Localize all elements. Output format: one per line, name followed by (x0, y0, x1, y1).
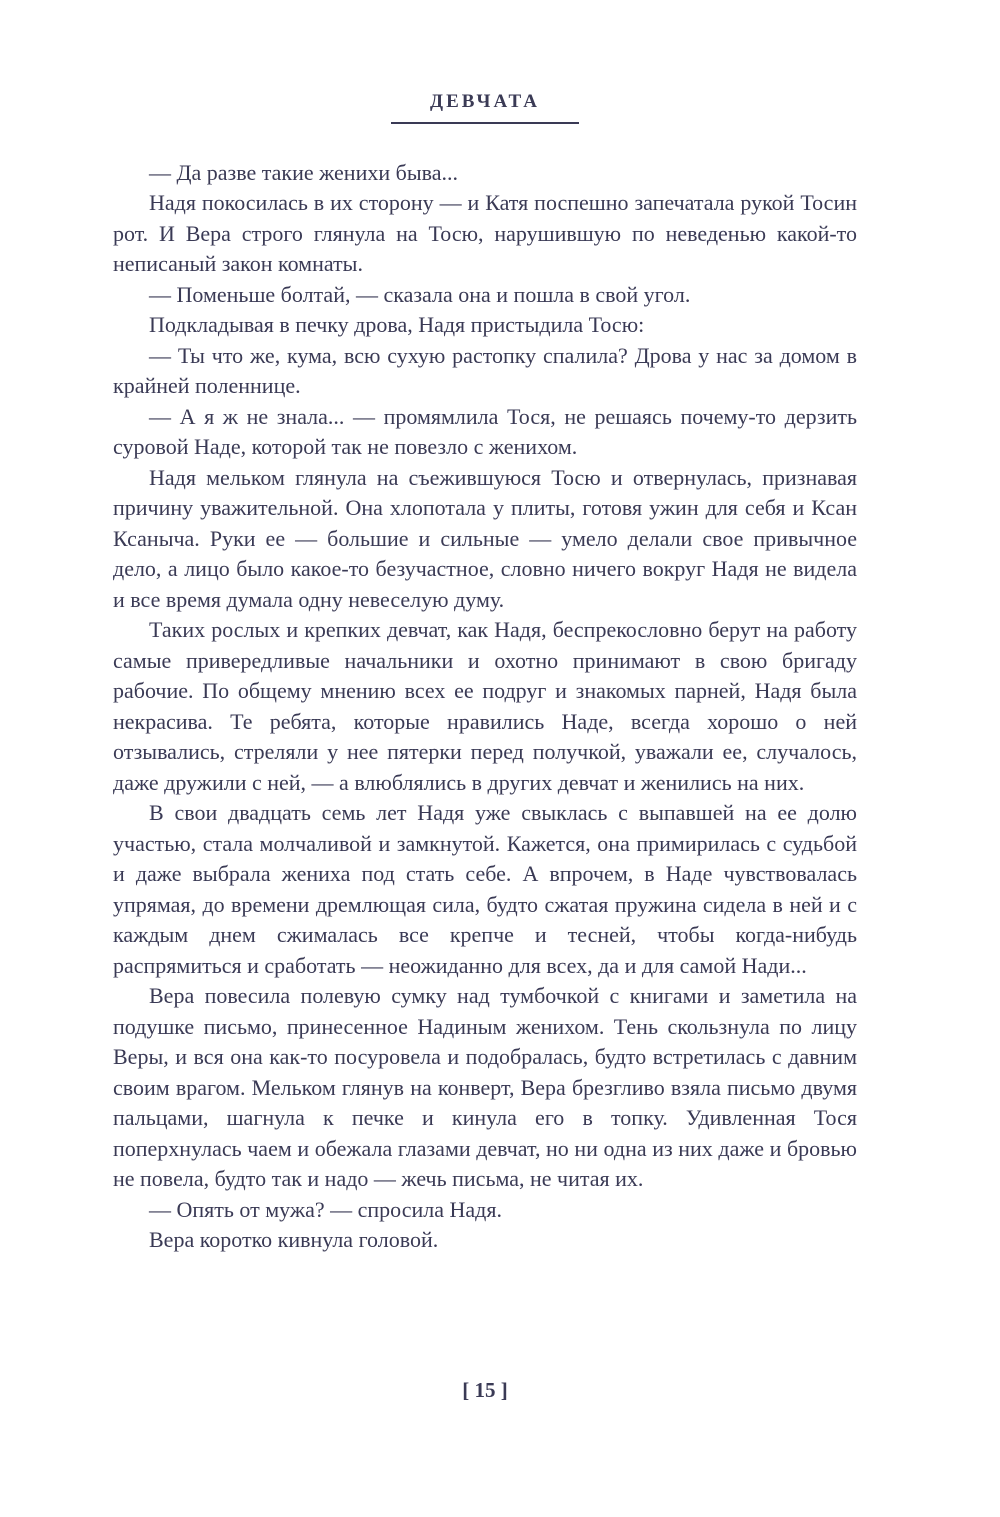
paragraph: Подкладывая в печку дрова, Надя пристыдила Тосю: (149, 312, 645, 338)
paragraph: — А я ж не знала... — промямлила Тося, не решаясь почему-то дерзить суровой Наде, которой так не повезло с женихом. (113, 403, 857, 460)
paragraph: — Опять от мужа? — спросила Надя. (149, 1196, 502, 1222)
chapter-title: ДЕВЧАТА (430, 91, 540, 112)
running-head (113, 92, 857, 124)
paragraph: Надя покосилась в их сторону — и Катя поспешно запечатала рукой Тосин рот. И Вера строго глянула на Тосю, нарушившую по неведенью какой-то неписаный закон комнаты. (113, 190, 857, 277)
paragraph: Таких рослых и крепких девчат, как Надя, беспрекословно берут на работу самые привередливые начальники и охотно принимают в свою бригаду рабочие. По общему мнению всех ее подруг и знакомых парней, Надя была некрасива. Те ребята, которые нравились Наде, всегда хорошо о ней отзывались, стреляли у нее пятерки перед получкой, уважали ее, случалось, даже дружили с ней, — а влюблялись в других девчат и женились на них. (113, 617, 857, 795)
paragraph: Вера коротко кивнула головой. (149, 1227, 439, 1253)
paragraph: — Поменьше болтай, — сказала она и пошла в свой угол. (149, 281, 691, 307)
paragraph: — Ты что же, кума, всю сухую растопку спалила? Дрова у нас за домом в крайней поленнице. (113, 342, 857, 399)
header-rule (391, 122, 579, 124)
paragraph: Надя мельком глянула на съежившуюся Тосю и отвернулась, признавая причину уважительной. Она хлопотала у плиты, готовя ужин для себя и Ксан Ксаныча. Руки ее — большие и сильные — умело делали свое привычное дело, а лицо было какое-то безучастное, словно ничего вокруг Надя не видела и все время думала одну невеселую думу. (113, 464, 857, 612)
paragraph: В свои двадцать семь лет Надя уже свыклась с выпавшей на ее долю участью, стала молчаливой и замкнутой. Кажется, она примирилась с судьбой и даже выбрала жениха под стать себе. А впрочем, в Наде чувствовалась упрямая, до времени дремлющая сила, будто сжатая пружина сидела в ней и с каждым днем сжималась все крепче и тесней, чтобы когда-нибудь распрямиться и сработать — неожиданно для всех, да и для самой Нади... (113, 800, 857, 978)
body-text (113, 158, 857, 1256)
paragraph: Вера повесила полевую сумку над тумбочкой с книгами и заметила на подушке письмо, принесенное Надиным женихом. Тень скользнула по лицу Веры, и вся она как-то посуровела и подобралась, будто встретилась с давним своим врагом. Мельком глянув на конверт, Вера брезгливо взяла письмо двумя пальцами, шагнула к печке и кинула его в топку. Удивленная Тося поперхнулась чаем и обежала глазами девчат, но ни одна из них даже и бровью не повела, будто так и надо — жечь письма, не читая их. (113, 983, 857, 1192)
page-number: [ 15 ] (462, 1378, 508, 1402)
paragraph: — Да разве такие женихи быва... (149, 159, 458, 185)
